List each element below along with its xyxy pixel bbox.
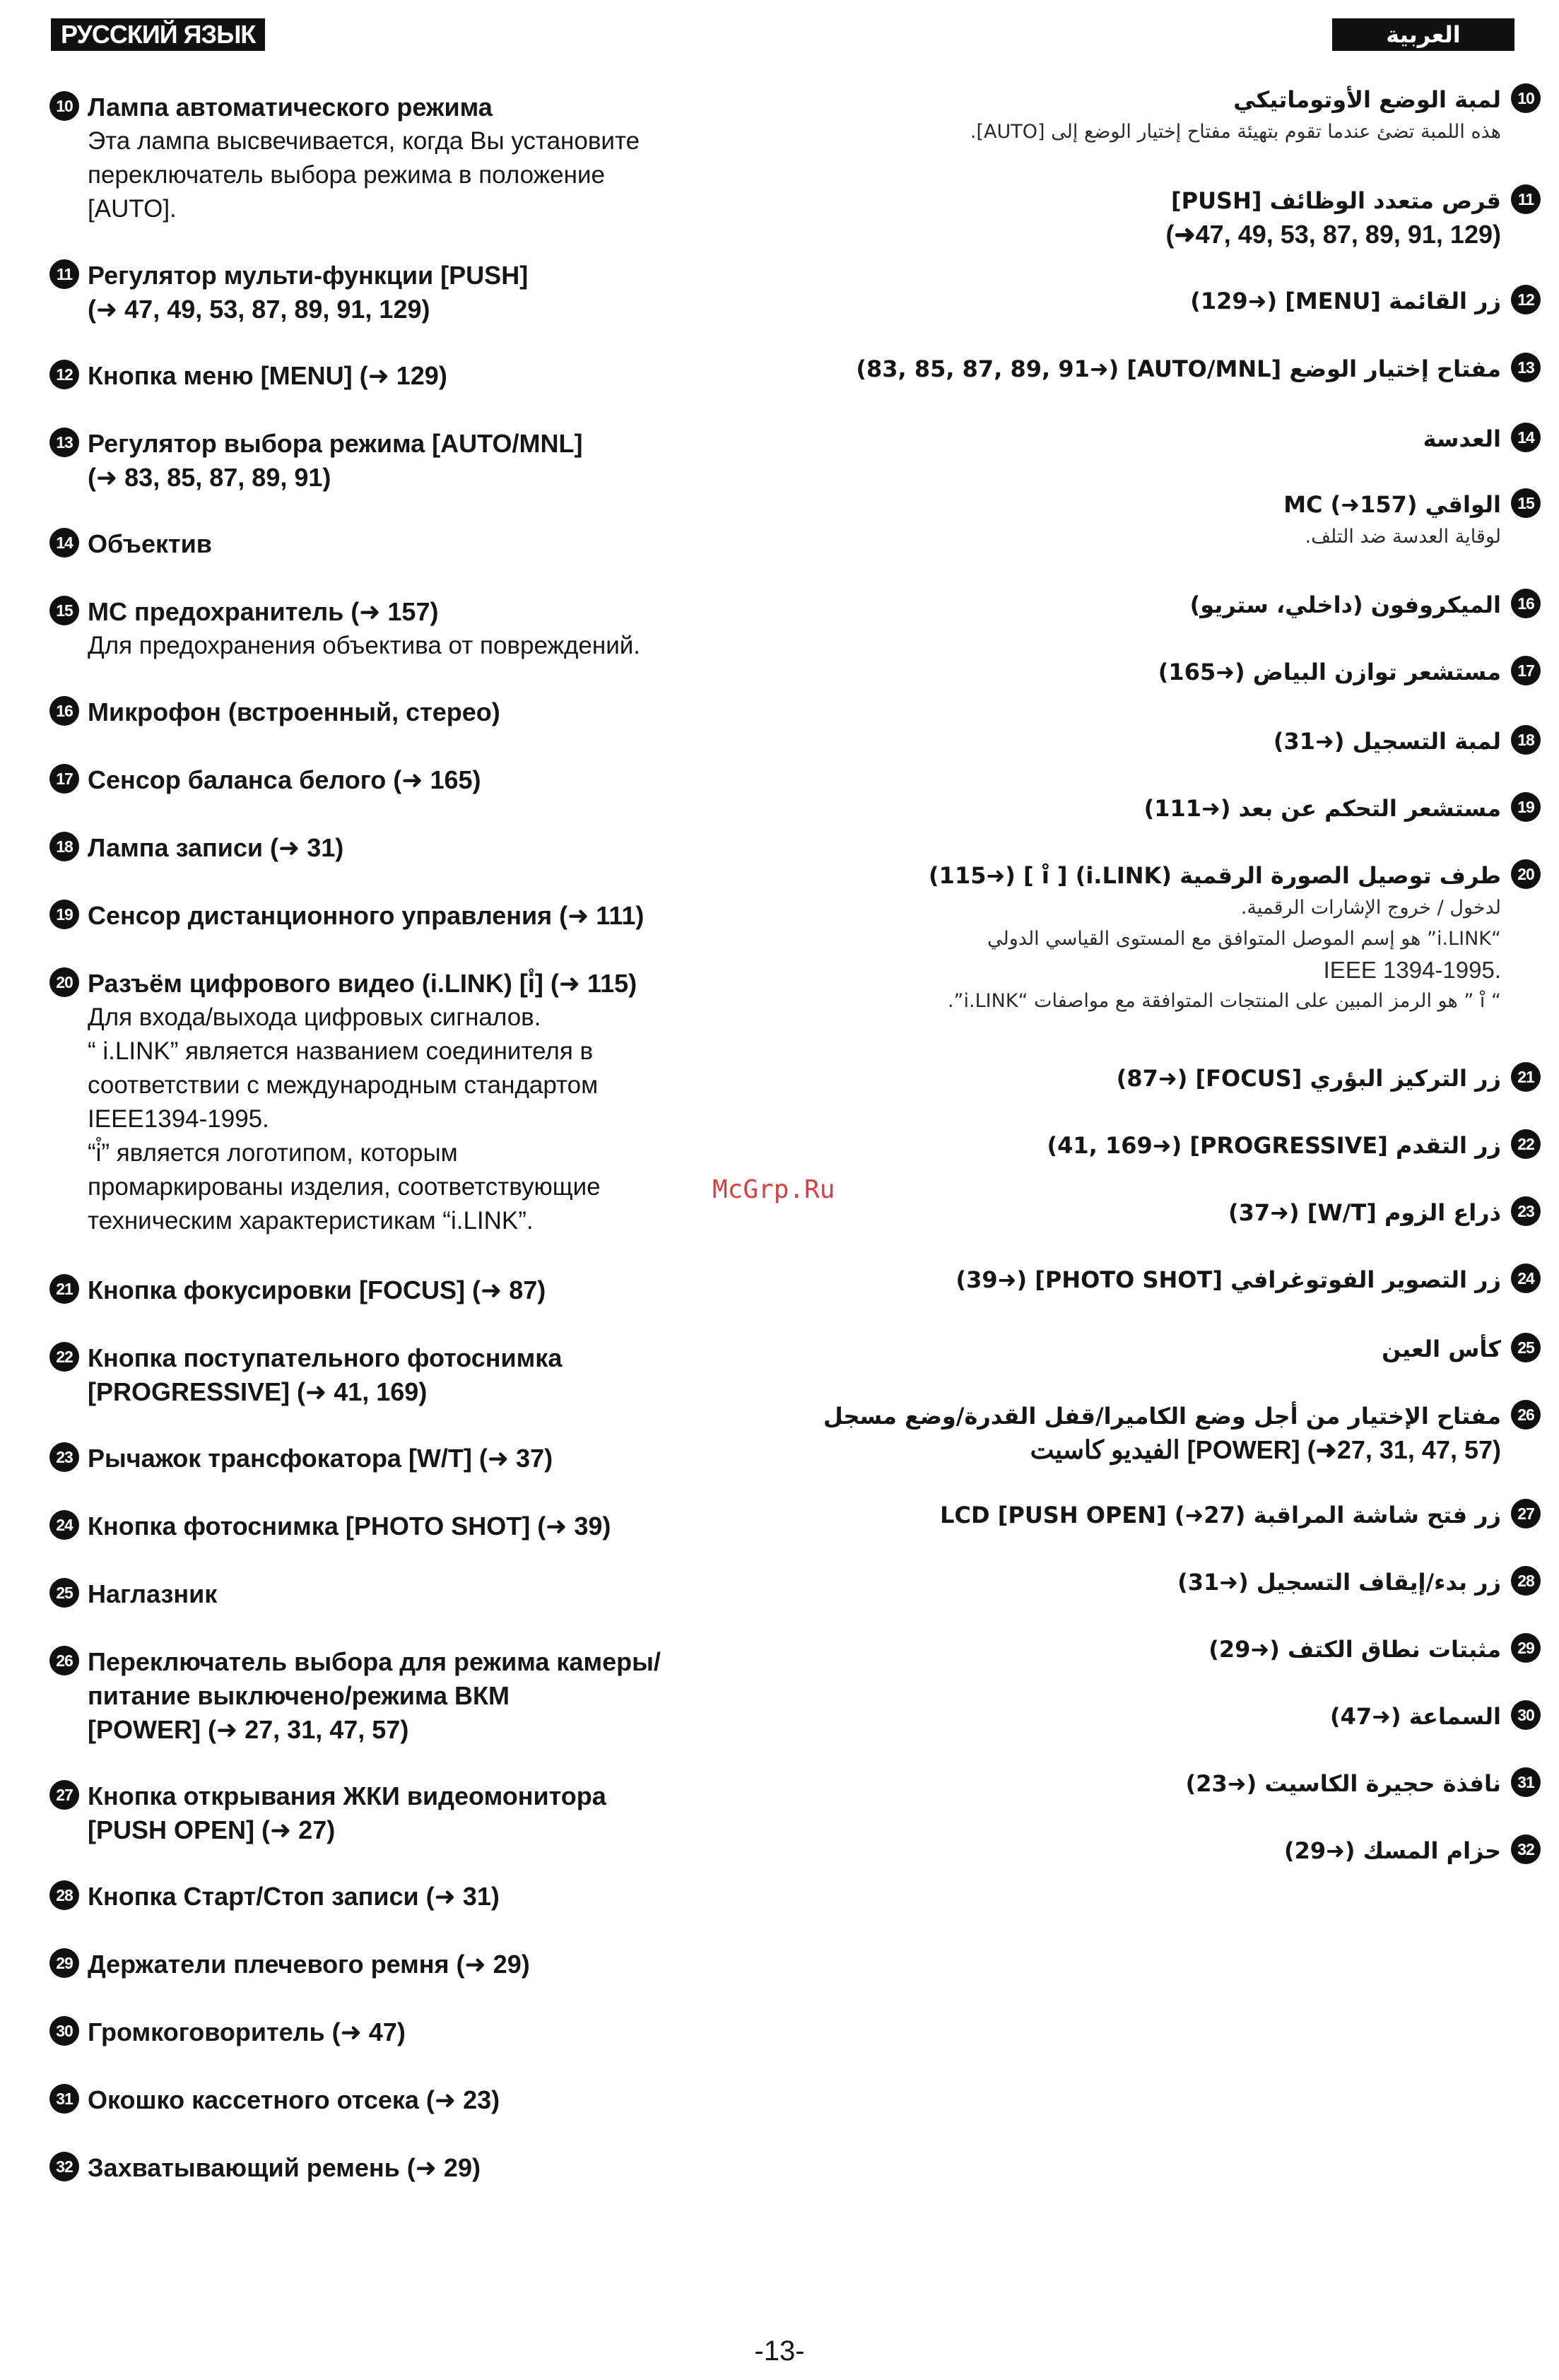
item-title: Наглазник [88,1579,218,1608]
ru-item-32 [49,2151,784,2185]
item-title: [POWER] (➜ 27, 31, 47, 57) [88,1715,409,1744]
item-title: Кнопка поступательного фотоснимка [88,1343,563,1372]
item-title: Захватывающий ремень (➜ 29) [88,2153,481,2182]
item-number-badge: 22 [49,1342,79,1372]
item-title: ذراع الزوم [W/T] (➜37) [1228,1199,1501,1226]
ru-item-12 [49,359,784,393]
item-number-badge: 26 [49,1646,79,1675]
ar-item-17 [862,655,1541,689]
item-title: زر بدء/إيقاف التسجيل (➜31) [1177,1569,1501,1596]
item-description-line: IEEE 1394-1995. [1323,957,1501,983]
item-title: Переключатель выбора для режима камеры/ [88,1647,661,1676]
item-number-badge: 31 [49,2084,79,2114]
item-number-badge: 32 [49,2152,79,2181]
item-number-badge: 25 [1511,1333,1541,1362]
ru-item-28 [49,1880,784,1914]
item-title: مفتاح الإختيار من أجل وضع الكاميرا/قفل القدرة/وضع مسجل [823,1403,1501,1430]
ar-item-22 [862,1129,1541,1162]
item-number-badge: 24 [49,1510,79,1540]
ar-item-12 [862,284,1541,318]
item-number-badge: 28 [1511,1566,1541,1596]
ar-item-14 [862,422,1541,456]
item-title: مثبتات نطاق الكتف (➜29) [1208,1636,1501,1663]
item-number-badge: 20 [49,967,79,997]
ru-item-10 [49,90,784,226]
item-number-badge: 12 [49,360,79,389]
item-title: МС предохранитель (➜ 157) [88,597,439,626]
item-title: طرف توصيل الصورة الرقمية (i.LINK) [ i̊ ] (➜115) [929,862,1501,889]
item-title: قرص متعدد الوظائف [PUSH] [1170,187,1501,214]
item-title: الميكروفون (داخلي، ستريو) [1189,591,1501,618]
item-number-badge: 31 [1511,1767,1541,1797]
item-number-badge: 13 [1511,353,1541,382]
item-number-badge: 12 [1511,285,1541,314]
item-title: Кнопка открывания ЖКИ видеомонитора [88,1781,606,1810]
item-number-badge: 25 [49,1578,79,1608]
item-title: [PUSH OPEN] (➜ 27) [88,1815,336,1844]
item-number-badge: 23 [1511,1196,1541,1226]
ar-item-32 [862,1834,1541,1868]
item-number-badge: 19 [49,900,79,929]
language-tag-arabic: العربية [1332,18,1514,51]
item-number-badge: 27 [49,1780,79,1810]
item-number-badge: 21 [49,1274,79,1304]
watermark: McGrp.Ru [712,1175,835,1204]
ar-item-18 [862,724,1541,758]
item-number-badge: 23 [49,1442,79,1472]
item-title: Кнопка меню [MENU] (➜ 129) [88,361,447,390]
item-number-badge: 27 [1511,1499,1541,1528]
item-title: Кнопка фотоснимка [PHOTO SHOT] (➜ 39) [88,1512,611,1540]
item-title: مستشعر توازن البياض (➜165) [1158,659,1501,685]
item-number-badge: 29 [49,1948,79,1978]
item-description-line: لوقاية العدسة ضد التلف. [1305,526,1501,548]
item-number-badge: 22 [1511,1129,1541,1159]
language-tag-russian: РУССКИЙ ЯЗЫК [51,18,265,51]
item-title: نافذة حجيرة الكاسيت (➜23) [1185,1770,1501,1797]
item-number-badge: 16 [49,696,79,726]
ru-item-15 [49,595,784,663]
ru-item-26 [49,1645,784,1747]
item-number-badge: 19 [1511,792,1541,822]
item-title: السماعة (➜47) [1329,1703,1501,1730]
item-title: (➜ 83, 85, 87, 89, 91) [88,463,331,492]
item-description-line: Для предохранения объектива от повреждений. [88,632,641,659]
item-number-badge: 29 [1511,1633,1541,1663]
item-number-badge: 15 [49,596,79,625]
item-number-badge: 10 [49,91,79,121]
ru-item-23 [49,1442,784,1475]
ru-item-24 [49,1509,784,1543]
ar-item-31 [862,1767,1541,1801]
item-title: العدسة [1423,425,1501,452]
ru-item-14 [49,527,784,561]
item-description-line: IEEE1394-1995. [88,1105,269,1133]
item-title: Держатели плечевого ремня (➜ 29) [88,1950,530,1979]
item-number-badge: 21 [1511,1062,1541,1092]
ru-item-21 [49,1273,784,1307]
item-title: Разъём цифрового видео (i.LINK) [i̊] (➜ 115) [88,969,637,998]
item-number-badge: 17 [1511,656,1541,685]
ar-item-16 [862,588,1541,622]
item-title: لمبة التسجيل (➜31) [1273,728,1501,755]
page-number: -13- [754,2335,805,2367]
item-number-badge: 10 [1511,83,1541,113]
item-title: Лампа записи (➜ 31) [88,833,344,862]
russian-column [49,0,784,2380]
item-title: Кнопка Старт/Стоп записи (➜ 31) [88,1882,500,1911]
ru-item-30 [49,2015,784,2049]
item-description-line: [AUTO]. [88,195,177,223]
ru-item-19 [49,899,784,933]
item-title: Сенсор дистанционного управления (➜ 111) [88,901,645,930]
item-description-line: промаркированы изделия, соответствующие [88,1173,601,1201]
ar-item-30 [862,1699,1541,1733]
arabic-column [823,0,1541,2380]
item-title: زر التركيز البؤري [FOCUS] (➜87) [1116,1065,1501,1092]
item-description-line: техническим характеристикам “i.LINK”. [88,1207,534,1235]
item-title: Окошко кассетного отсека (➜ 23) [88,2085,500,2114]
ru-item-17 [49,763,784,797]
ar-item-25 [862,1332,1541,1366]
item-number-badge: 11 [49,259,79,289]
ar-item-11 [862,184,1541,252]
ar-item-28 [862,1565,1541,1599]
item-title: питание выключено/режима ВКМ [88,1681,510,1710]
item-number-badge: 28 [49,1880,79,1910]
item-description-line: Эта лампа высвечивается, когда Вы установите [88,127,640,155]
item-number-badge: 26 [1511,1400,1541,1430]
item-title: Кнопка фокусировки [FOCUS] (➜ 87) [88,1276,546,1304]
item-description-line: соответствии с международным стандартом [88,1071,599,1099]
item-number-badge: 15 [1511,488,1541,518]
item-number-badge: 20 [1511,859,1541,889]
ar-item-20 [862,859,1541,1017]
item-title: زر القائمة [MENU] (➜129) [1190,288,1501,314]
item-description-line: Для входа/выхода цифровых сигналов. [88,1003,541,1031]
item-description-line: “i.LINK” هو إسم الموصل المتوافق مع المستوى القياسي الدولي [987,928,1501,950]
item-description-line: “ i̊ ” هو الرمز المبين على المنتجات المتوافقة مع مواصفات “i.LINK”. [947,990,1501,1012]
item-title: زر فتح شاشة المراقبة LCD [PUSH OPEN] (➜27) [940,1502,1501,1528]
item-title: Регулятор выбора режима [AUTO/MNL] [88,429,583,458]
item-title: مستشعر التحكم عن بعد (➜111) [1143,795,1501,822]
item-title: (➜47, 49, 53, 87, 89, 91, 129) [1165,220,1501,249]
item-title: [PROGRESSIVE] (➜ 41, 169) [88,1377,428,1406]
item-title: Рычажок трансфокатора [W/T] (➜ 37) [88,1444,553,1473]
item-title: كأس العين [1382,1336,1501,1362]
ar-item-13 [856,352,1541,386]
item-number-badge: 16 [1511,589,1541,618]
item-number-badge: 14 [1511,423,1541,452]
item-number-badge: 24 [1511,1263,1541,1293]
ru-item-13 [49,427,784,495]
ru-item-29 [49,1948,784,1981]
ar-item-15 [862,488,1541,553]
item-title: زر التقدم [PROGRESSIVE] (➜41, 169) [1047,1132,1501,1159]
ar-item-24 [862,1263,1541,1297]
ar-item-21 [862,1061,1541,1095]
ar-item-23 [862,1196,1541,1230]
item-title: حزام المسك (➜29) [1283,1837,1501,1864]
ru-item-18 [49,831,784,865]
ru-item-31 [49,2083,784,2117]
item-number-badge: 30 [49,2016,79,2046]
item-title: Лампа автоматического режима [88,93,493,122]
item-number-badge: 32 [1511,1834,1541,1864]
ar-item-27 [862,1498,1541,1532]
item-title: (➜ 47, 49, 53, 87, 89, 91, 129) [88,295,430,324]
item-description-line: “i̊” является логотипом, которым [88,1139,458,1167]
item-title: Микрофон (встроенный, стерео) [88,697,500,726]
item-title: Регулятор мульти-функции [PUSH] [88,261,529,290]
item-description-line: لدخول / خروج الإشارات الرقمية. [1240,897,1501,919]
ru-item-20 [49,967,784,1238]
item-number-badge: 17 [49,764,79,794]
item-description-line: переключатель выбора режима в положение [88,161,605,189]
item-title: زر التصوير الفوتوغرافي [PHOTO SHOT] (➜39) [955,1266,1501,1293]
item-number-badge: 14 [49,528,79,558]
ru-item-22 [49,1341,784,1409]
item-title: الفيديو كاسيت [POWER] (➜27, 31, 47, 57) [1030,1435,1501,1464]
item-title: مفتاح إختيار الوضع [AUTO/MNL] (➜83, 85, 87, 89, 91) [856,355,1501,382]
item-title: لمبة الوضع الأوتوماتيكي [1233,86,1501,113]
ar-item-10 [862,83,1541,148]
ru-item-27 [49,1779,784,1847]
ru-item-16 [49,695,784,729]
ru-item-25 [49,1577,784,1611]
item-number-badge: 11 [1511,184,1541,214]
item-number-badge: 18 [49,832,79,861]
item-description-line: هذه اللمبة تضئ عندما تقوم بتهيئة مفتاح إختيار الوضع إلى [AUTO]. [970,121,1501,143]
item-description-line: “ i.LINK” является названием соединителя в [88,1037,594,1065]
item-number-badge: 18 [1511,725,1541,755]
item-title: Громкоговоритель (➜ 47) [88,2017,406,2046]
item-number-badge: 30 [1511,1700,1541,1730]
ar-item-29 [862,1632,1541,1666]
item-title: الواقي MC (➜157) [1283,491,1501,518]
item-title: Сенсор баланса белого (➜ 165) [88,765,481,794]
item-number-badge: 13 [49,428,79,457]
ru-item-11 [49,259,784,326]
item-title: Объектив [88,529,212,558]
ar-item-19 [862,791,1541,825]
ar-item-26 [823,1399,1541,1467]
